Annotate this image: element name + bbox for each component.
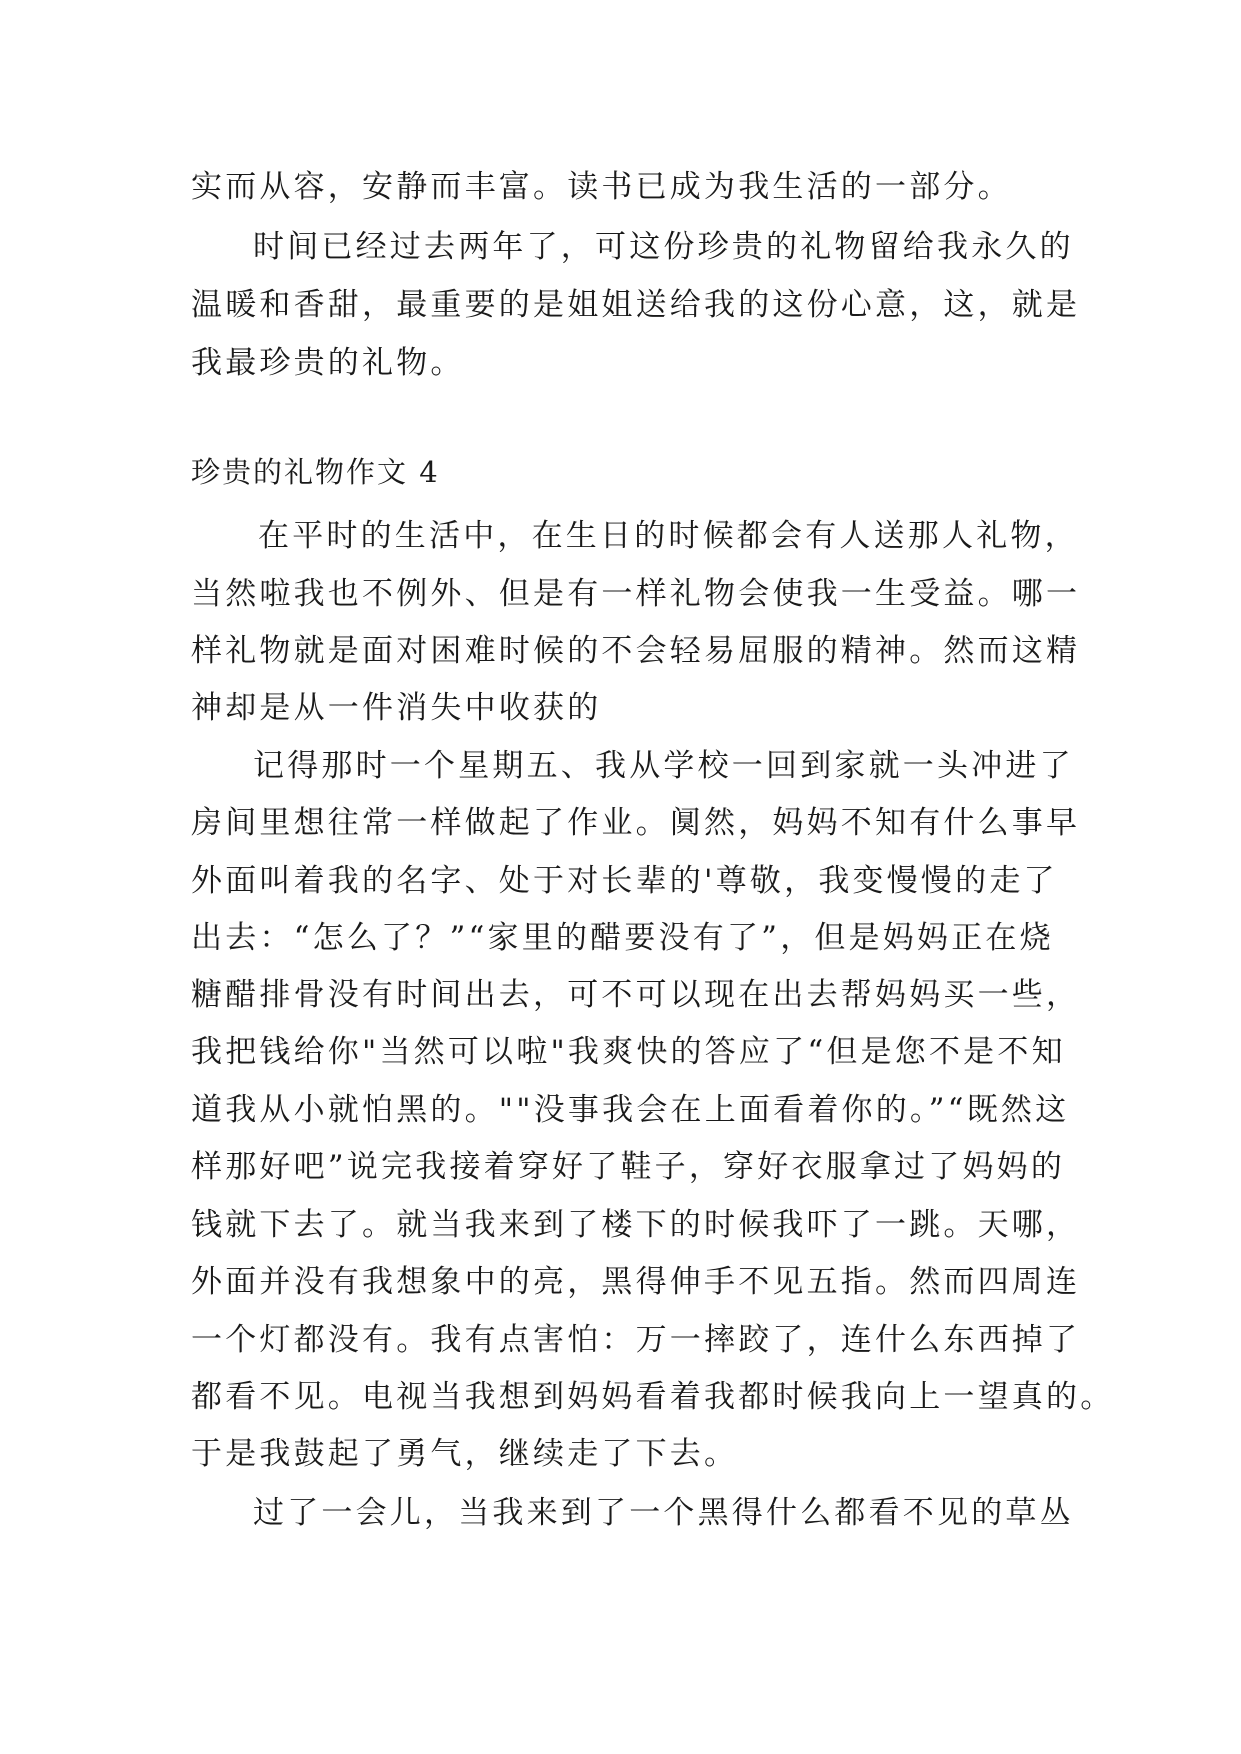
text-line: 外面并没有我想象中的亮，黑得伸手不见五指。然而四周连 xyxy=(191,1264,1081,1300)
text-line: 道我从小就怕黑的。""没事我会在上面看着你的。”“既然这 xyxy=(191,1092,1070,1128)
text-line: 糖醋排骨没有时间出去，可不可以现在出去帮妈妈买一些， xyxy=(191,977,1081,1013)
text-line: 外面叫着我的名字、处于对长辈的'尊敬，我变慢慢的走了 xyxy=(191,863,1058,899)
text-line: 出去：“怎么了？”“家里的醋要没有了”，但是妈妈正在烧 xyxy=(191,920,1054,956)
text-line: 当然啦我也不例外、但是有一样礼物会使我一生受益。哪一 xyxy=(191,576,1081,612)
paragraph-start-line: 记得那时一个星期五、我从学校一回到家就一头冲进了 xyxy=(253,748,1074,784)
paragraph-start-line: 过了一会儿，当我来到了一个黑得什么都看不见的草丛 xyxy=(253,1495,1074,1531)
text-line: 一个灯都没有。我有点害怕：万一摔跤了，连什么东西掉了 xyxy=(191,1322,1081,1358)
paragraph-start-line: 时间已经过去两年了，可这份珍贵的礼物留给我永久的 xyxy=(253,229,1074,265)
text-line: 钱就下去了。就当我来到了楼下的时候我吓了一跳。天哪， xyxy=(191,1207,1081,1243)
text-line: 温暖和香甜，最重要的是姐姐送给我的这份心意，这，就是 xyxy=(191,287,1081,323)
text-line: 样那好吧”说完我接着穿好了鞋子，穿好衣服拿过了妈妈的 xyxy=(191,1149,1066,1185)
text-line: 我把钱给你"当然可以啦"我爽快的答应了“但是您不是不知 xyxy=(191,1034,1066,1070)
paragraph-start-line: 在平时的生活中，在生日的时候都会有人送那人礼物， xyxy=(258,518,1079,554)
text-line: 房间里想往常一样做起了作业。阒然，妈妈不知有什么事早 xyxy=(191,805,1081,841)
text-line: 于是我鼓起了勇气，继续走了下去。 xyxy=(191,1436,739,1472)
text-line: 神却是从一件消失中收获的 xyxy=(191,690,602,726)
text-line: 我最珍贵的礼物。 xyxy=(191,345,465,381)
text-line: 实而从容，安静而丰富。读书已成为我生活的一部分。 xyxy=(191,169,1012,205)
section-heading: 珍贵的礼物作文 4 xyxy=(191,455,440,489)
text-line: 都看不见。电视当我想到妈妈看着我都时候我向上一望真的。 xyxy=(191,1379,1115,1415)
text-line: 样礼物就是面对困难时候的不会轻易屈服的精神。然而这精 xyxy=(191,633,1081,669)
